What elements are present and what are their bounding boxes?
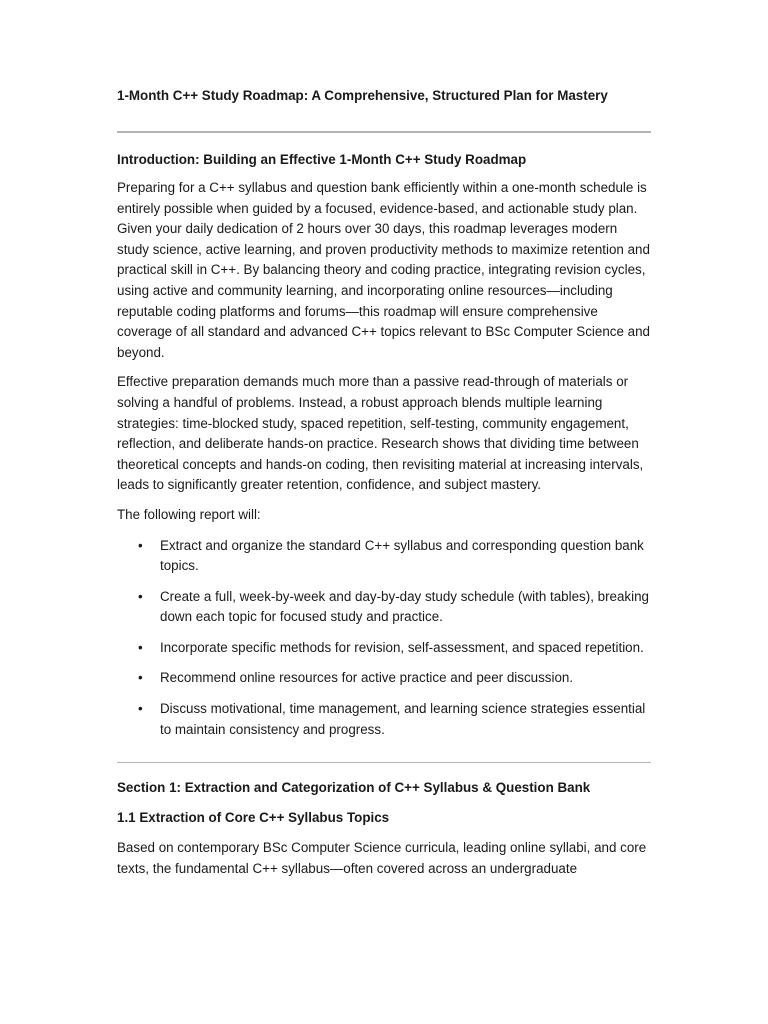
- report-goals-list: [117, 536, 651, 741]
- list-item: [117, 668, 651, 689]
- bullet-icon: •: [138, 537, 143, 553]
- list-intro: The following report will:: [117, 506, 261, 522]
- document-page: [117, 86, 651, 879]
- horizontal-rule: [117, 131, 651, 133]
- list-item: [117, 587, 651, 628]
- horizontal-rule: [117, 762, 651, 763]
- list-item: [117, 536, 651, 577]
- bullet-icon: •: [138, 639, 143, 655]
- intro-paragraph-2: Effective preparation demands much more than a passive read-through of materials or solving a handful of problems. Instead, a robust approach blends multiple learning strategies: time-blocked study, spaced repetition, self-testing, community engagement, reflection, and deliberate hands-on practice. Research shows that dividing time between theoretical concepts and hands-on coding, then revisiting material at increasing intervals, leads to significantly greater retention, confidence, and subject mastery.: [117, 374, 644, 493]
- list-item: [117, 638, 651, 659]
- section-1-paragraph: Based on contemporary BSc Computer Science curricula, leading online syllabi, and core texts, the fundamental C++ syllabus—often covered across an undergraduate: [117, 840, 647, 876]
- list-item: [117, 699, 651, 740]
- list-item-text: Create a full, week-by-week and day-by-day study schedule (with tables), breaking down each topic for focused study and practice.: [160, 588, 650, 625]
- bullet-icon: •: [138, 701, 143, 717]
- list-item-text: Extract and organize the standard C++ syllabus and corresponding question bank topics.: [160, 537, 644, 574]
- list-item-text: Incorporate specific methods for revision, self-assessment, and spaced repetition.: [160, 639, 644, 655]
- section-1-heading: Section 1: Extraction and Categorization of C++ Syllabus & Question Bank: [117, 780, 591, 796]
- bullet-icon: •: [138, 670, 143, 686]
- subsection-1-1-heading: 1.1 Extraction of Core C++ Syllabus Topics: [117, 810, 390, 826]
- list-item-text: Discuss motivational, time management, and learning science strategies essential to maintain consistency and progress.: [160, 701, 646, 737]
- document-title: 1-Month C++ Study Roadmap: A Comprehensive, Structured Plan for Mastery: [117, 88, 608, 103]
- bullet-icon: •: [138, 588, 143, 604]
- intro-heading: Introduction: Building an Effective 1-Month C++ Study Roadmap: [117, 152, 527, 167]
- list-item-text: Recommend online resources for active practice and peer discussion.: [160, 670, 574, 686]
- intro-paragraph-1: Preparing for a C++ syllabus and question bank efficiently within a one-month schedule is entirely possible when guided by a focused, evidence-based, and actionable study plan. Given your daily dedication of 2 hours over 30 days, this roadmap leverages modern study science, active learning, and proven productivity methods to maximize retention and practical skill in C++. By balancing theory and coding practice, integrating revision cycles, using active and community learning, and incorporating online resources—including reputable coding platforms and forums—this roadmap will ensure comprehensive coverage of all standard and advanced C++ topics relevant to BSc Computer Science and beyond.: [117, 180, 650, 360]
